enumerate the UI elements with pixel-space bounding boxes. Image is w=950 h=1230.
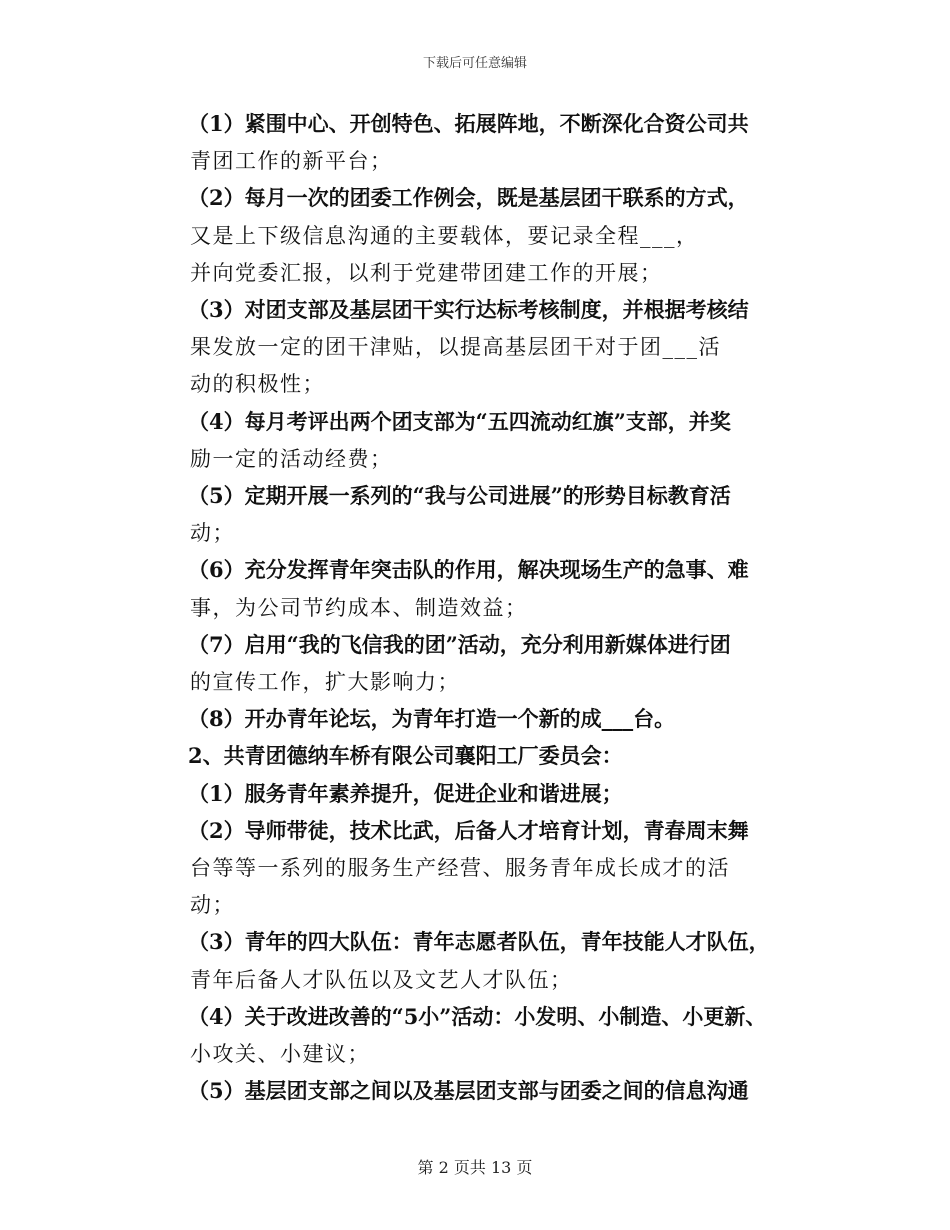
text-line: （3）青年的四大队伍：青年志愿者队伍，青年技能人才队伍， [188,929,770,955]
text-line: （6）充分发挥青年突击队的作用，解决现场生产的急事、难 [188,557,749,583]
text-line: 青年后备人才队伍以及文艺人才队伍； [190,967,573,992]
text-line: 小攻关、小建议； [190,1042,370,1066]
text-line: （3）对团支部及基层团干实行达标考核制度，并根据考核结 [188,297,749,322]
text-line: 并向党委汇报，以利于党建带团建工作的开展； [190,260,663,285]
text-line: （2）导师带徒，技术比武，后备人才培育计划，青春周末舞 [188,817,749,843]
text-line: （5）定期开展一系列的“我与公司进展”的形势目标教育活 [188,483,731,508]
text-line: （4）关于改进改善的“5小”活动：小发明、小制造、小更新、 [188,1003,767,1029]
text-line: （8）开办青年论坛，为青年打造一个新的成___台。 [188,706,676,732]
text-line: （1）紧围中心、开创特色、拓展阵地，不断深化合资公司共 [188,111,749,136]
text-line: 动； [190,521,235,546]
text-line: 励一定的活动经费； [190,446,393,471]
text-line: （5）基层团支部之间以及基层团支部与团委之间的信息沟通 [188,1078,749,1104]
text-line: 的宣传工作，扩大影响力； [190,670,460,694]
text-line: 台等等一系列的服务生产经营、服务青年成长成才的活 [190,856,730,880]
text-line: 又是上下级信息沟通的主要载体，要记录全程___， [190,223,699,248]
text-line: 青团工作的新平台； [190,149,393,174]
text-line: 动的积极性； [190,372,325,397]
text-line: 2、共青团德纳车桥有限公司襄阳工厂委员会： [188,743,623,769]
page-footer: 第 2 页共 13 页 [417,1158,533,1177]
text-line: 动； [190,893,235,918]
text-line: 事，为公司节约成本、制造效益； [190,595,528,620]
text-line: 果发放一定的团干津贴，以提高基层团干对于团___活 [190,335,721,360]
text-line: （4）每月考评出两个团支部为“五四流动红旗”支部，并奖 [188,408,731,434]
text-line: （7）启用“我的飞信我的团”活动，充分利用新媒体进行团 [188,631,731,657]
page-header: 下载后可任意编辑 [422,56,527,71]
text-line: （2）每月一次的团委工作例会，既是基层团干联系的方式， [188,185,749,211]
text-line: （1）服务青年素养提升，促进企业和谐进展； [188,780,623,806]
